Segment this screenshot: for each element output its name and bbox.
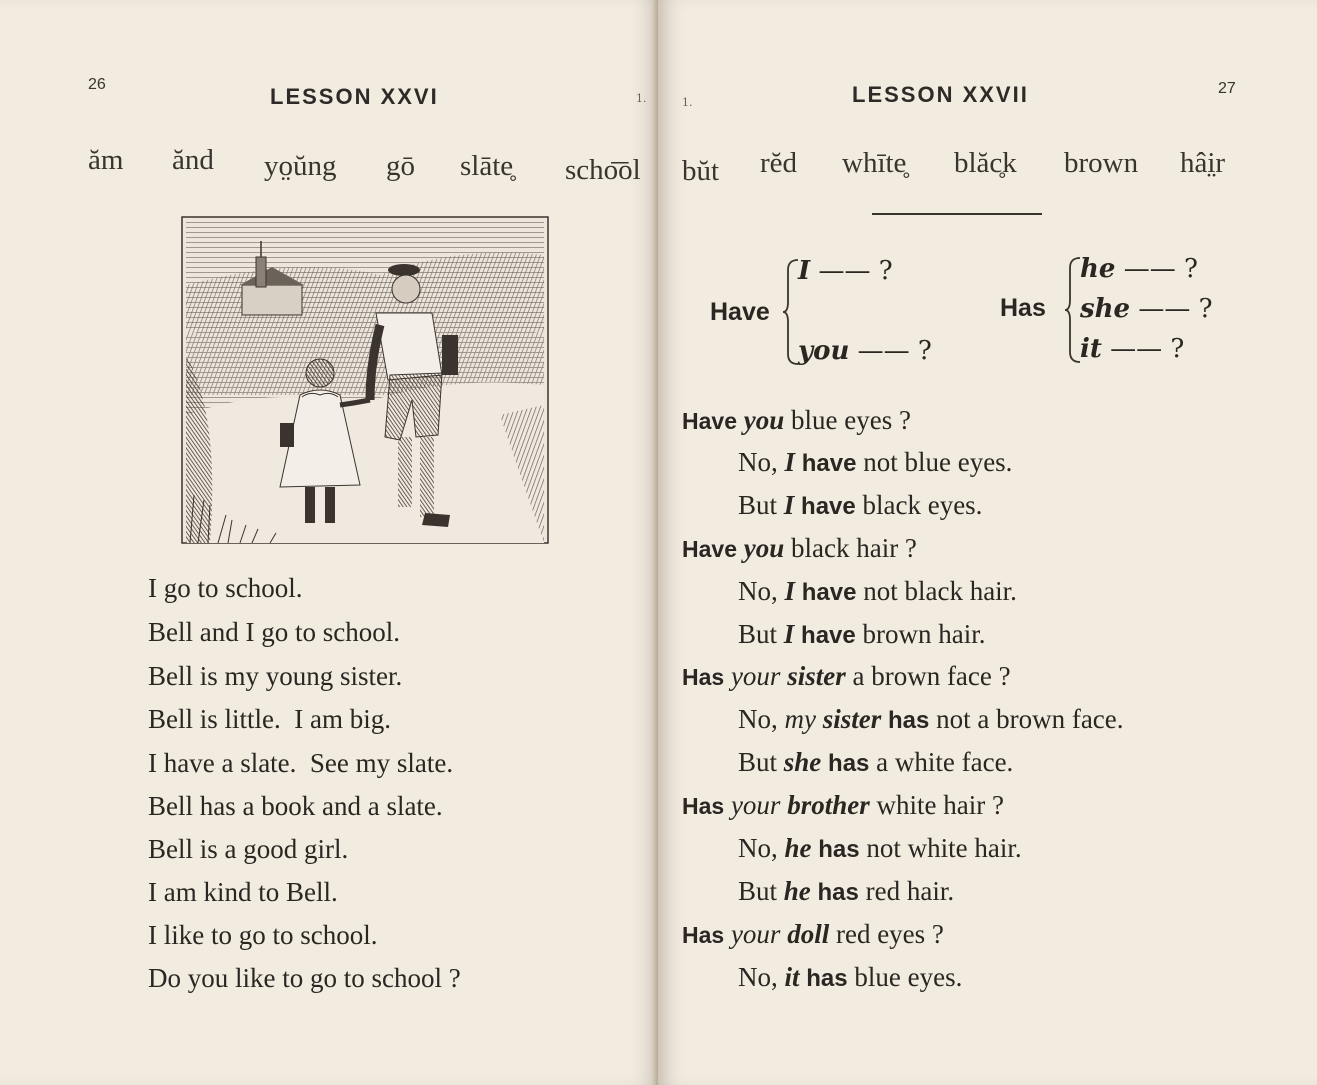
- blank: —— ?: [1110, 334, 1185, 364]
- vocab-word: bŭt: [682, 155, 720, 187]
- vocab-word: ăm: [88, 144, 124, 176]
- vocab-word: gō: [386, 150, 415, 182]
- pronoun: you: [798, 336, 850, 366]
- pronoun: I: [798, 256, 811, 286]
- vocab-word: whīte̥: [842, 147, 907, 179]
- has-row: [1080, 254, 1198, 284]
- question-line: Has your doll red eyes ?: [682, 919, 944, 949]
- answer-line: No, I have not blue eyes.: [738, 447, 1013, 477]
- question-line: Has your brother white hair ?: [682, 790, 1004, 820]
- vocab-word: slāte̥: [460, 150, 514, 182]
- have-label: Have: [710, 298, 770, 326]
- blank: —— ?: [818, 256, 893, 286]
- have-row: [798, 256, 893, 286]
- answer-line: No, my sister has not a brown face.: [738, 704, 1124, 734]
- reading-line: I go to school.: [148, 573, 303, 603]
- reading-line: I am kind to Bell.: [148, 877, 338, 907]
- blank: —— ?: [1123, 254, 1198, 284]
- vocab-word: hâi̤r: [1180, 147, 1226, 179]
- reading-line: Bell is little. I am big.: [148, 704, 391, 734]
- answer-line: No, he has not white hair.: [738, 833, 1022, 863]
- vocab-word: yo̤ŭng: [264, 150, 337, 182]
- pronoun: it: [1080, 334, 1102, 364]
- has-row: [1080, 334, 1184, 364]
- question-line: Have you black hair ?: [682, 533, 917, 563]
- illustration: [180, 215, 550, 545]
- left-page: [0, 0, 658, 1085]
- answer-line: No, it has blue eyes.: [738, 962, 963, 992]
- vocab-word: brown: [1064, 147, 1139, 179]
- margin-mark: 1.: [682, 96, 693, 109]
- question-line: Have you blue eyes ?: [682, 405, 911, 435]
- reading-line: Bell is a good girl.: [148, 834, 349, 864]
- right-page: [658, 0, 1317, 1085]
- vocab-word: blăc̥k: [954, 147, 1017, 179]
- page-number: 26: [88, 76, 106, 93]
- answer-line: But I have brown hair.: [738, 619, 986, 649]
- blank: —— ?: [857, 336, 932, 366]
- reading-line: Bell has a book and a slate.: [148, 791, 443, 821]
- answer-line: No, I have not black hair.: [738, 576, 1017, 606]
- reading-line: Bell and I go to school.: [148, 617, 400, 647]
- has-row: [1080, 294, 1213, 324]
- lesson-title: LESSON XXVI: [270, 84, 439, 109]
- lesson-title: LESSON XXVII: [852, 82, 1029, 107]
- question-line: Has your sister a brown face ?: [682, 661, 1011, 691]
- pronoun: he: [1080, 254, 1116, 284]
- vocab-word: rĕd: [760, 147, 798, 179]
- reading-line: I have a slate. See my slate.: [148, 748, 454, 778]
- reading-line: Do you like to go to school ?: [148, 963, 461, 993]
- blank: —— ?: [1138, 294, 1213, 324]
- answer-line: But he has red hair.: [738, 876, 955, 906]
- answer-line: But I have black eyes.: [738, 490, 983, 520]
- vocab-word: scho͞ol: [565, 154, 641, 186]
- pronoun: she: [1080, 294, 1131, 324]
- vocab-word: ănd: [172, 144, 214, 176]
- reading-line: Bell is my young sister.: [148, 661, 403, 691]
- reading-line: I like to go to school.: [148, 920, 378, 950]
- page-number: 27: [1218, 80, 1236, 97]
- separator-rule: [872, 213, 1042, 215]
- have-row: [798, 336, 932, 366]
- margin-mark: 1.: [636, 92, 647, 105]
- has-label: Has: [1000, 294, 1046, 322]
- answer-line: But she has a white face.: [738, 747, 1014, 777]
